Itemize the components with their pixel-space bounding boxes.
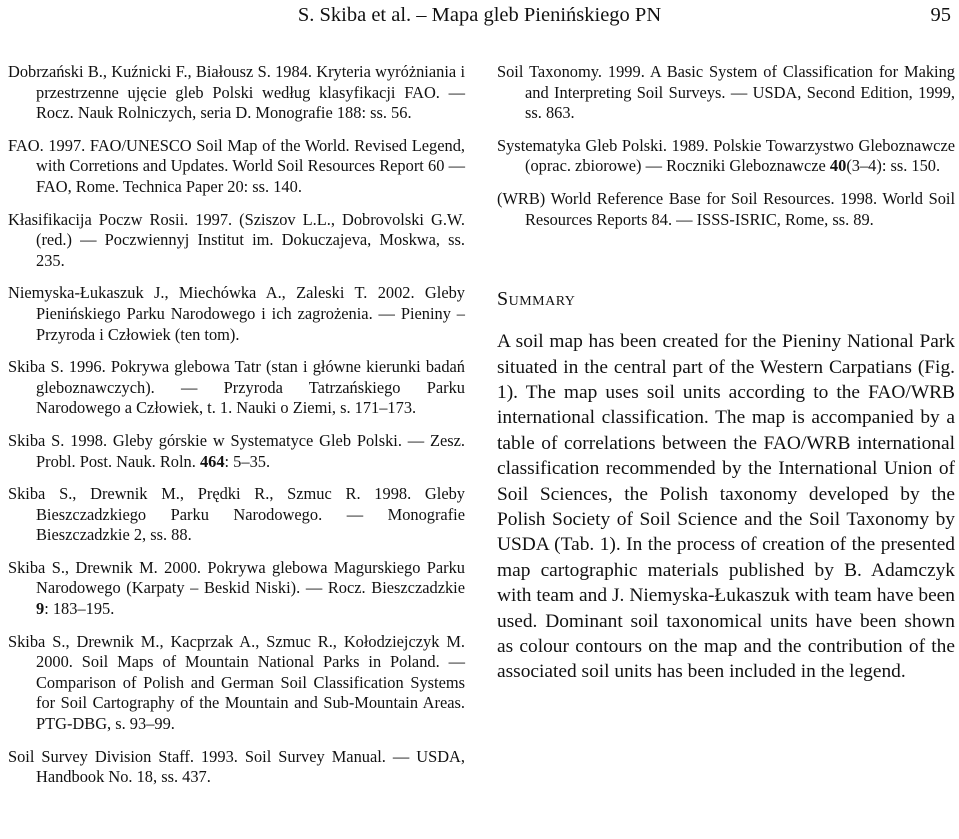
reference-item: Skiba S., Drewnik M., Prędki R., Szmuc R. 1998. Gleby Bieszczadzkiego Parku Narodowego. — Monografie Bieszczadzkie 2, ss. 88. (8, 484, 465, 545)
reference-item (8, 431, 465, 472)
reference-item: Soil Survey Division Staff. 1993. Soil Survey Manual. — USDA, Handbook No. 18, ss. 437. (8, 746, 465, 787)
reference-item: Dobrzański B., Kuźnicki F., Białousz S. 1984. Kryteria wyróżniania i przestrzenne ujęcie gleb Polski według klasyfikacji FAO. — Rocz. Nauk Rolniczych, seria D. Monografie 188: ss. 56. (8, 62, 465, 123)
right-column (497, 62, 955, 685)
reference-text: Skiba S., Drewnik M. 2000. Pokrywa glebowa Magurskiego Parku Narodowego (Karpaty – Beskid Niski). — Rocz. Bieszczadzkie (8, 557, 465, 598)
reference-item (8, 558, 465, 620)
reference-item: (WRB) World Reference Base for Soil Resources. 1998. World Soil Resources Reports 84. — ISSS-ISRIC, Rome, ss. 89. (497, 188, 955, 229)
reference-text: Systematyka Gleb Polski. 1989. Polskie Towarzystwo Gleboznawcze (oprac. zbiorowe) — Roczniki Gleboznawcze (497, 135, 955, 176)
summary-body: A soil map has been created for the Pieniny National Park situated in the central part of the Western Carpatians (Fig. 1). The map uses soil units according to the FAO/WRB international classification. The map is accompanied by a table of correlations between the FAO/WRB international classification recommended by the International Union of Soil Sciences, the Polish taxonomy developed by the Polish Society of Soil Science and the Soil Taxonomy by USDA (Tab. 1). In the process of creation of the presented map cartographic materials published by B. Adamczyk with team and J. Niemyska-Łukaszuk with team have been used. Dominant soil taxonomical units have been shown as colour contours on the map and the contribution of the associated soil units has been included in the legend. (497, 331, 955, 683)
reference-item: Skiba S. 1996. Pokrywa glebowa Tatr (stan i główne kierunki badań gleboznawczych). — Przyroda Tatrzańskiego Parku Narodowego a Człowiek, t. 1. Nauki o Ziemi, s. 171–173. (8, 357, 465, 418)
left-column (8, 62, 465, 800)
reference-item: Soil Taxonomy. 1999. A Basic System of Classification for Making and Interpreting Soil Surveys. — USDA, Second Edition, 1999, ss. 863. (497, 62, 955, 123)
reference-text: : 183–195. (44, 599, 115, 619)
summary-heading: Summary (497, 288, 576, 311)
reference-item (497, 136, 955, 177)
page-number: 95 (930, 4, 951, 26)
reference-text: : 5–35. (224, 451, 271, 471)
reference-text: Skiba S. 1998. Gleby górskie w Systematyce Gleb Polski. — Zesz. Probl. Post. Nauk. Roln. (8, 430, 465, 471)
reference-item: Skiba S., Drewnik M., Kacprzak A., Szmuc R., Kołodziejczyk M. 2000. Soil Maps of Mountain National Parks in Poland. — Comparison of Polish and German Soil Classification Systems for Soil Cartography of the Mountain and Sub-Mountain Areas. PTG-DBG, s. 93–99. (8, 631, 465, 734)
running-title: S. Skiba et al. – Mapa gleb Pienińskiego PN (297, 4, 662, 26)
volume-number: 464 (199, 451, 225, 471)
volume-number: 9 (36, 599, 45, 619)
reference-item: Kłasifikacija Poczw Rosii. 1997. (Sziszov L.L., Dobrovolski G.W. (red.) — Poczwiennyj Institut im. Dokuczajeva, Moskwa, ss. 235. (8, 209, 465, 270)
running-head (0, 2, 959, 28)
reference-item: FAO. 1997. FAO/UNESCO Soil Map of the World. Revised Legend, with Corretions and Updates. World Soil Resources Report 60 — FAO, Rome. Technica Paper 20: ss. 140. (8, 135, 465, 196)
volume-number: 40 (829, 156, 847, 176)
reference-text: (3–4): ss. 150. (846, 156, 941, 176)
reference-item: Niemyska-Łukaszuk J., Miechówka A., Zaleski T. 2002. Gleby Pienińskiego Parku Narodowego i ich zagrożenia. — Pieniny – Przyroda i Człowiek (ten tom). (8, 283, 465, 344)
